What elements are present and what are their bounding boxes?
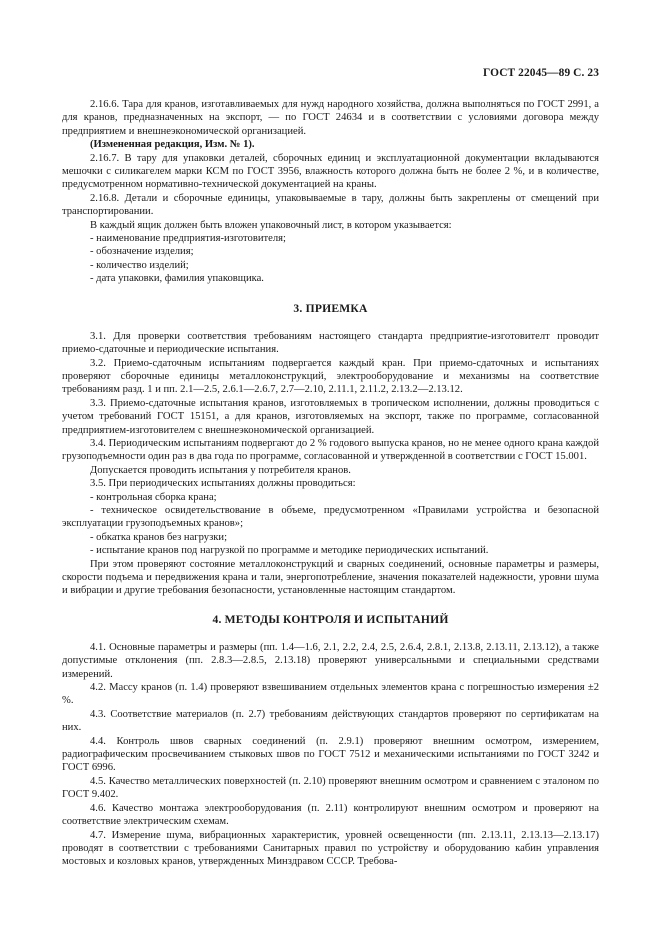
list-item: - техническое освидетельствование в объеме, предусмотренном «Правилами устройства и безопасной эксплуатации грузоподъемных кранов»; <box>62 504 599 530</box>
paragraph-4-7: 4.7. Измерение шума, вибрационных характеристик, уровней освещенности (пп. 2.13.11, 2.13.13—2.13.17) проводят в соответствии с требованиями Санитарных правил по устройству и оборудованию кабин управления мостовых и козловых кранов, утвержденных Минздравом СССР. Требова- <box>62 829 599 868</box>
paragraph-4-5: 4.5. Качество металлических поверхностей (п. 2.10) проверяют внешним осмотром и сравнением с эталоном по ГОСТ 9.402. <box>62 775 599 801</box>
amendment-note: (Измененная редакция, Изм. № 1). <box>90 139 255 151</box>
paragraph-2-16-6: 2.16.6. Тара для кранов, изготавливаемых для нужд народного хозяйства, должна выполняться по ГОСТ 2991, а для кранов, предназначенных на экспорт, — по ГОСТ 24634 и в соответствии с условиями договора между предприятием и внешнеэкономической организацией. <box>62 99 599 137</box>
document-body <box>62 98 599 869</box>
paragraph-4-2: 4.2. Массу кранов (п. 1.4) проверяют взвешиванием отдельных элементов крана с погрешностью измерения ±2 %. <box>62 682 599 707</box>
paragraph-2-16-8: 2.16.8. Детали и сборочные единицы, упаковываемые в тару, должны быть закреплены от смещений при транспортировании. <box>62 192 599 218</box>
paragraph-3-2: 3.2. Приемо-сдаточным испытаниям подвергается каждый кран. При приемо-сдаточных и испытаниях проверяют сборочные единицы металлоконструкций, электрооборудование и механизмы на соответствие требованиям разд. 1 и пп. 2.1—2.5, 2.6.1—2.6.7, 2.7—2.10, 2.11.1, 2.11.2, 2.13.2—2.13.12. <box>62 357 599 396</box>
paragraph-2-16-7: 2.16.7. В тару для упаковки деталей, сборочных единиц и эксплуатационной документации вкладываются мешочки с силикагелем марки КСМ по ГОСТ 3956, влажность которого должна быть не более 2 %, и в количестве, предусмотренном нормативно-технической документацией на краны. <box>62 152 599 191</box>
list-item: - дата упаковки, фамилия упаковщика. <box>90 273 264 285</box>
list-item: - испытание кранов под нагрузкой по программе и методике периодических испытаний. <box>90 545 489 557</box>
paragraph-3-5-end: При этом проверяют состояние металлоконструкций и сварных соединений, основные параметры и размеры, скорости подъема и передвижения крана и тали, энергопотребление, значения показателей надежности, уровни шума и вибрации и другие требования безопасности, установленные настоящим стандартом. <box>62 558 599 597</box>
paragraph-3-4-note: Допускается проводить испытания у потребителя кранов. <box>90 464 351 476</box>
list-item: - обкатка кранов без нагрузки; <box>90 531 228 543</box>
paragraph-3-1: 3.1. Для проверки соответствия требованиям настоящего стандарта предприятие-изготовителт проводит приемо-сдаточные и периодические испытания. <box>62 330 599 356</box>
paragraph-4-6: 4.6. Качество монтажа электрооборудования (п. 2.11) контролируют внешним осмотром и проверяют на соответствие электрическим схемам. <box>62 802 599 828</box>
paragraph-4-1: 4.1. Основные параметры и размеры (пп. 1.4—1.6, 2.1, 2.2, 2.4, 2.5, 2.6.4, 2.8.1, 2.13.8, 2.13.11, 2.13.12), а также допустимые отклонения (пп. 2.8.3—2.8.5, 2.13.18) проверяют универсальными и специальными средствами измерений. <box>62 641 599 680</box>
page-header: ГОСТ 22045—89 С. 23 <box>483 67 599 79</box>
list-item: - контрольная сборка крана; <box>90 491 217 503</box>
list-item: - количество изделий; <box>90 259 189 271</box>
paragraph-3-3: 3.3. Приемо-сдаточные испытания кранов, изготовляемых в тропическом исполнении, должны проводиться с учетом требований ГОСТ 15151, а для кранов, изготовляемых на экспорт, также по программе, согласованной предприятием-изготовителем с внешнеэкономической организацией. <box>62 397 599 436</box>
paragraph-3-5: 3.5. При периодических испытаниях должны проводиться: <box>90 478 356 490</box>
paragraph-4-4: 4.4. Контроль швов сварных соединений (п. 2.9.1) проверяют внешним осмотром, измерением, радиографическим просвечиванием стыковых швов по ГОСТ 7512 и механическими испытаниями по ГОСТ 3242 и ГОСТ 6996. <box>62 735 599 774</box>
list-item: - обозначение изделия; <box>90 246 194 258</box>
list-item: - наименование предприятия-изготовителя; <box>90 233 286 245</box>
section-3-heading: 3. ПРИЕМКА <box>293 301 368 315</box>
section-4-heading: 4. МЕТОДЫ КОНТРОЛЯ И ИСПЫТАНИЙ <box>212 612 449 626</box>
paragraph-4-3: 4.3. Соответствие материалов (п. 2.7) требованиям действующих стандартов проверяют по сертификатам на них. <box>62 708 599 734</box>
paragraph-3-4: 3.4. Периодическим испытаниям подвергают до 2 % годового выпуска кранов, но не менее одного крана каждой грузоподъемности один раз в два года по программе, согласованной и утвержденной в соответствии с ГОСТ 15.001. <box>62 437 599 463</box>
packing-list-intro: В каждый ящик должен быть вложен упаковочный лист, в котором указывается: <box>90 219 452 231</box>
